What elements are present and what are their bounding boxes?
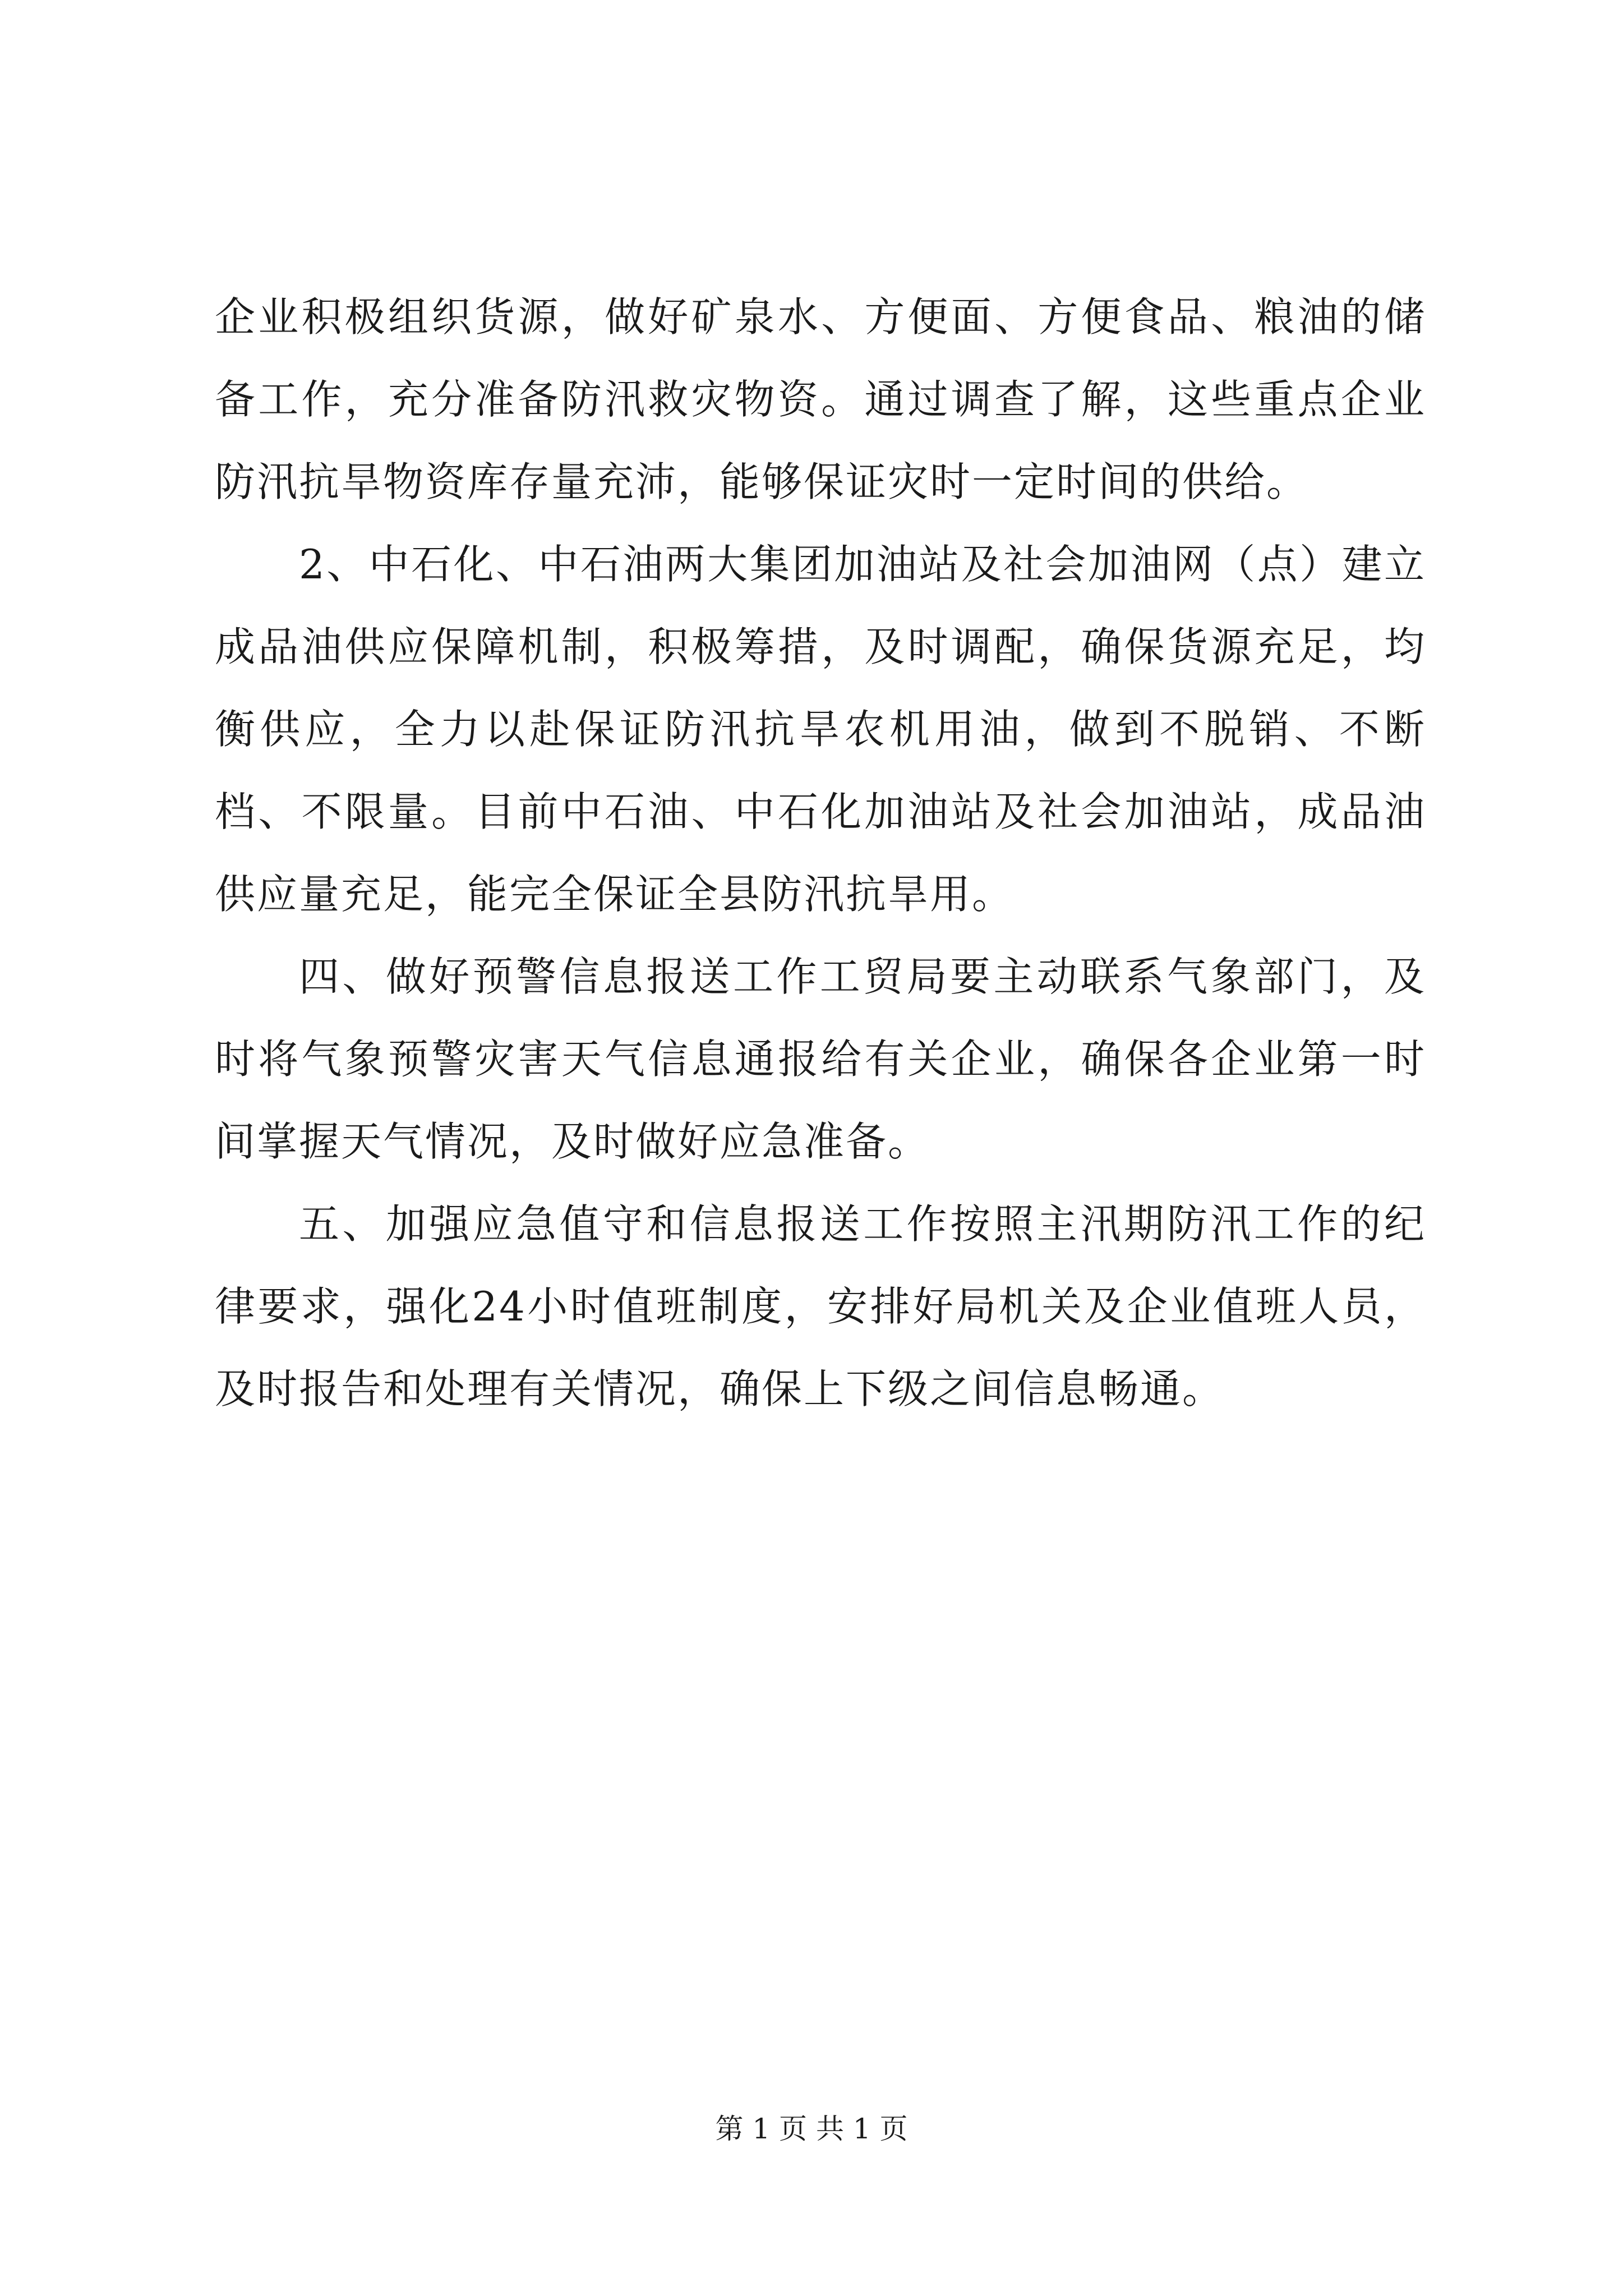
page-number-footer: 第 1 页 共 1 页 xyxy=(715,2113,908,2145)
paragraph-fuel-supply: 2、中石化、中石油两大集团加油站及社会加油网（点）建立成品油供应保障机制，积极筹措，及时调配，确保货源充足，均衡供应，全力以赴保证防汛抗旱农机用油，做到不脱销、不断档、不限量。目前中石油、中石化加油站及社会加油站，成品油供应量充足，能完全保证全县防汛抗旱用。 xyxy=(215,541,1426,918)
paragraph-duty-reporting: 五、加强应急值守和信息报送工作按照主汛期防汛工作的纪律要求，强化24小时值班制度，安排好局机关及企业值班人员，及时报告和处理有关情况，确保上下级之间信息畅通。 xyxy=(215,1200,1426,1412)
paragraph-early-warning: 四、做好预警信息报送工作工贸局要主动联系气象部门，及时将气象预警灾害天气信息通报给有关企业，确保各企业第一时间掌握天气情况，及时做好应急准备。 xyxy=(215,953,1426,1165)
paragraph-supplies: 企业积极组织货源，做好矿泉水、方便面、方便食品、粮油的储备工作，充分准备防汛救灾物资。通过调查了解，这些重点企业防汛抗旱物资库存量充沛，能够保证灾时一定时间的供给。 xyxy=(215,293,1426,505)
document-body xyxy=(215,276,1426,1430)
